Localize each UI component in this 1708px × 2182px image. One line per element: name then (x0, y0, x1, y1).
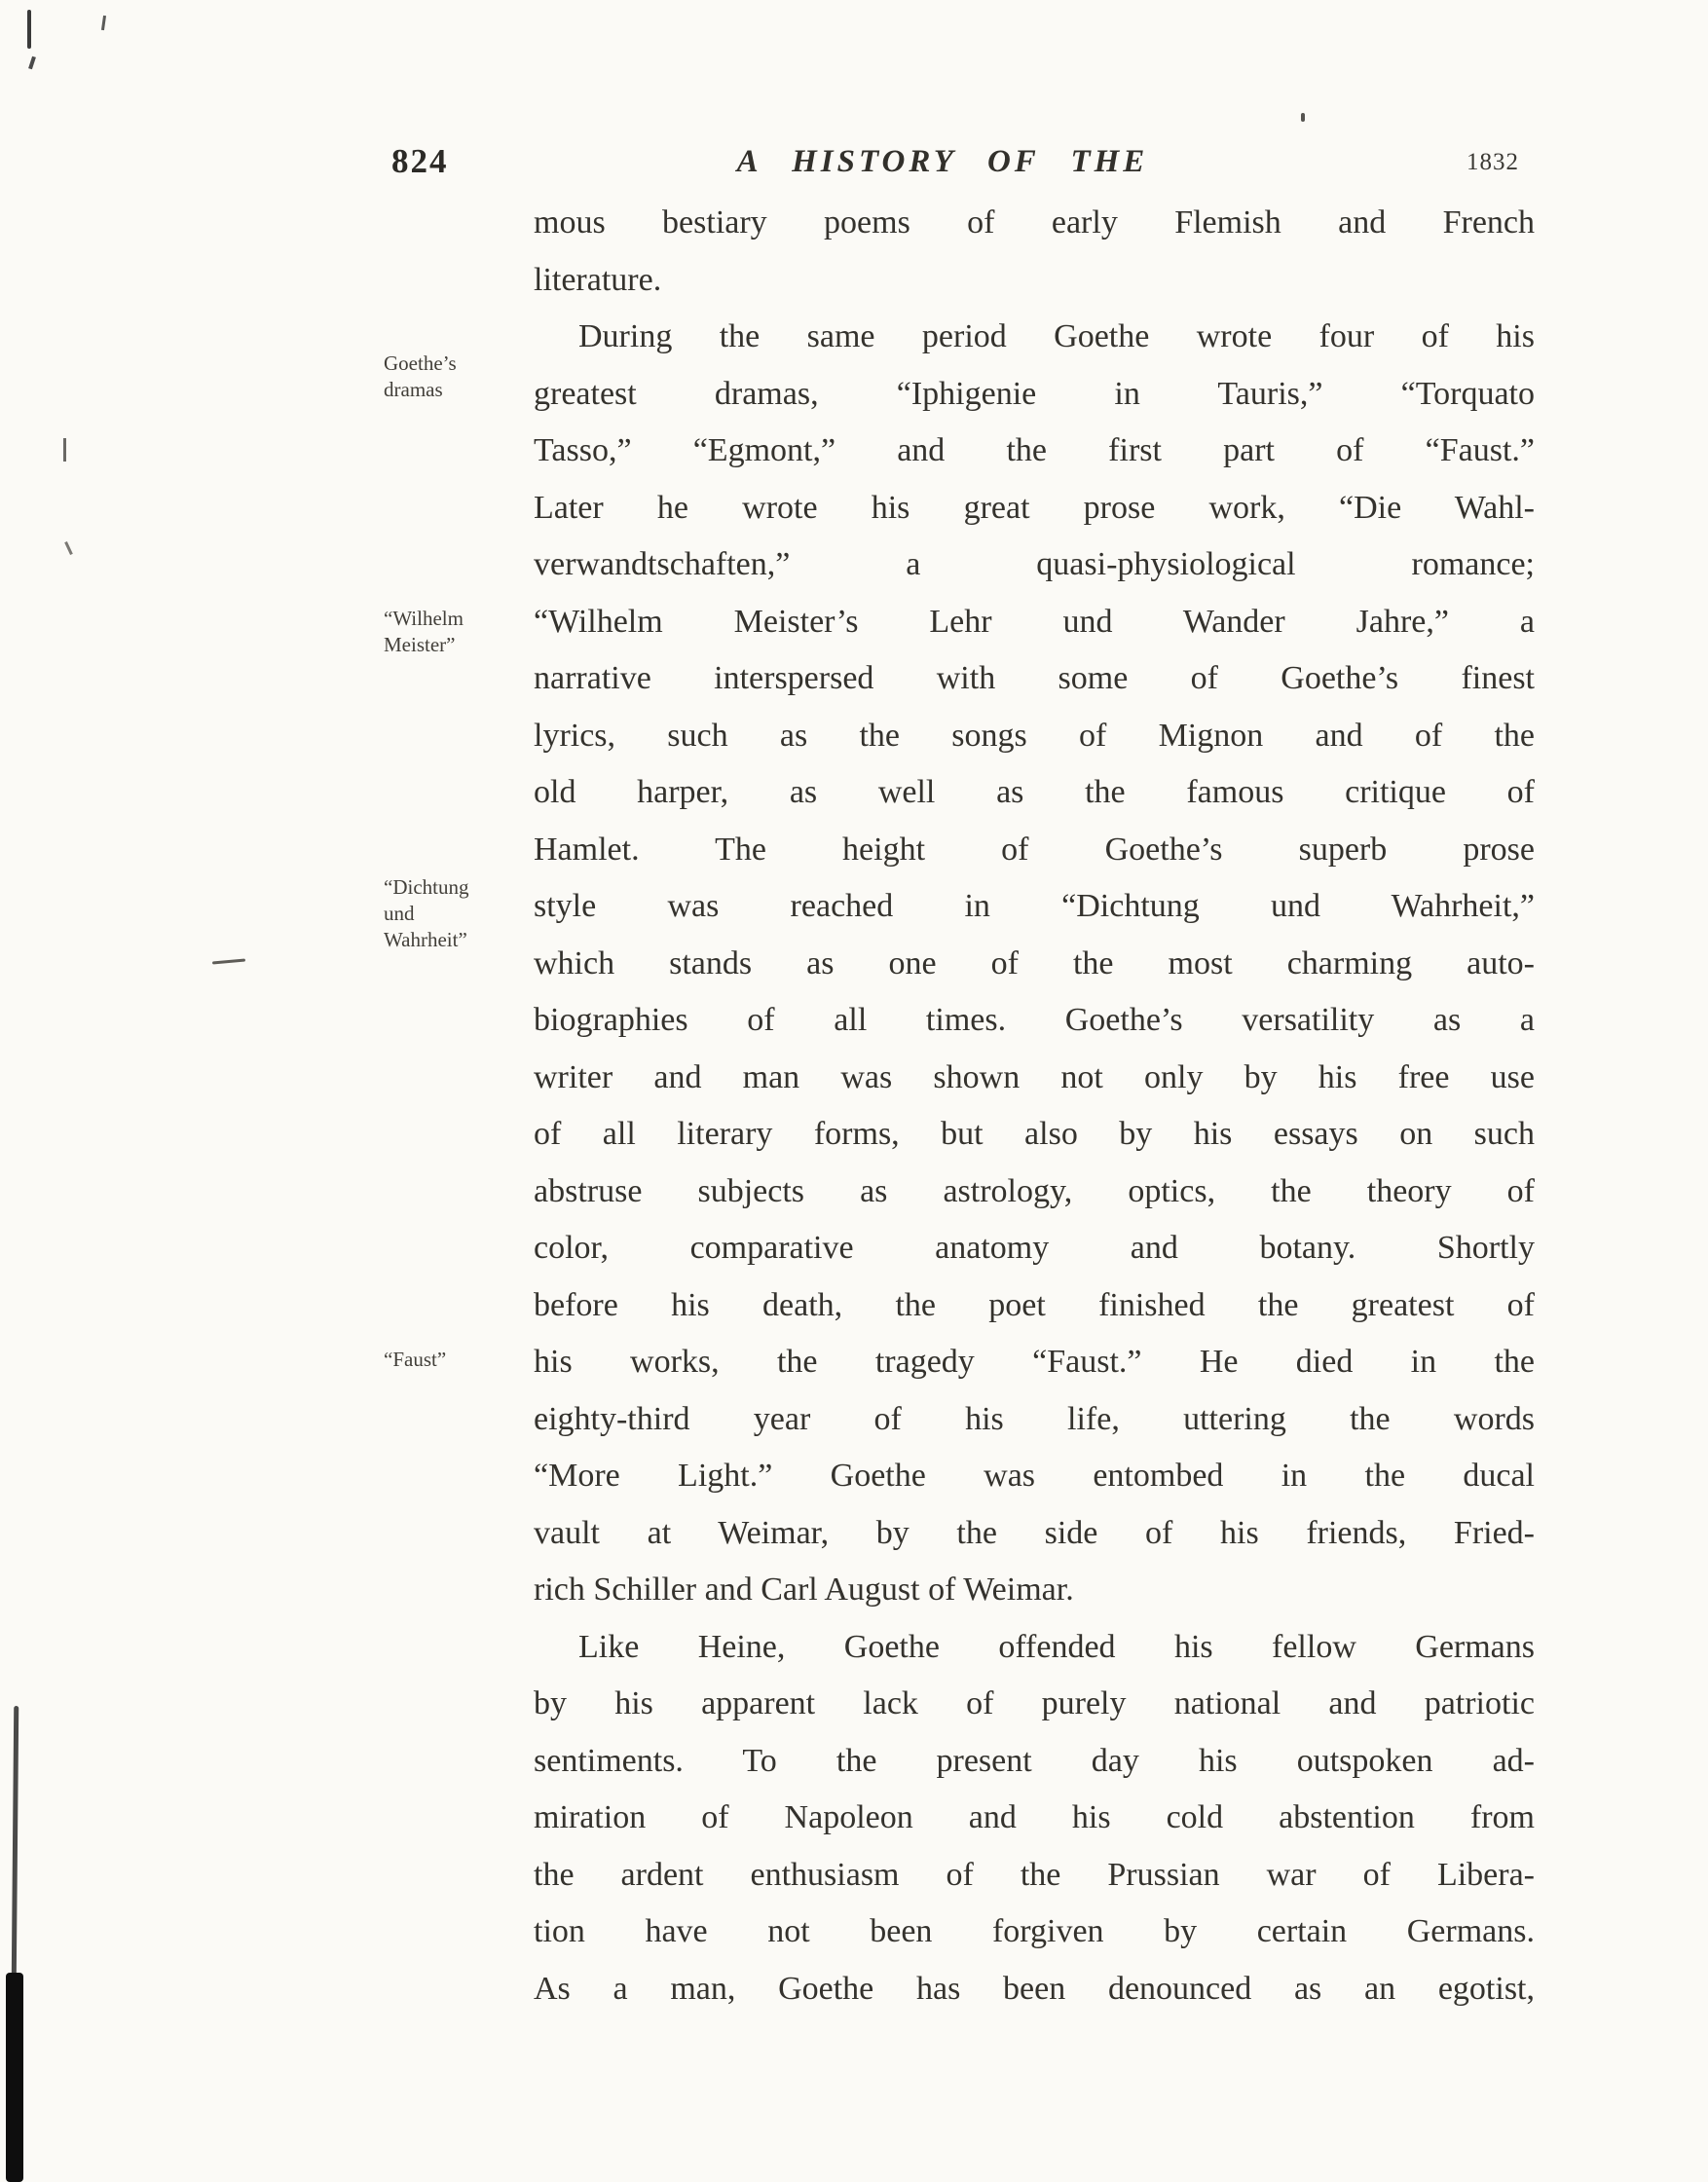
scan-artifact-mark-top2 (28, 56, 36, 70)
text-line: “More Light.” Goethe was entombed in the ducal (534, 1458, 1535, 1494)
text-line: rich Schiller and Carl August of Weimar. (534, 1572, 1074, 1608)
body-text (534, 195, 1535, 2017)
text-line: of all literary forms, but also by his essays on such (534, 1116, 1535, 1152)
text-line: Like Heine, Goethe offended his fellow Germans (578, 1628, 1535, 1665)
text-line: before his death, the poet finished the greatest of (534, 1286, 1535, 1323)
scan-artifact-dash (212, 959, 245, 965)
text-line: Tasso,” “Egmont,” and the first part of “Faust.” (534, 432, 1535, 468)
scan-artifact-mark-mid2 (64, 541, 73, 555)
margin-note-line: “Dichtung (384, 875, 469, 899)
scan-artifact-dot (1301, 113, 1305, 122)
scan-artifact-mark-mid1 (63, 438, 66, 462)
text-line: mous bestiary poems of early Flemish and French (534, 204, 1535, 240)
margin-note-line: und (384, 902, 415, 925)
text-line: the ardent enthusiasm of the Prussian war of Libera- (534, 1856, 1535, 1893)
margin-note-goethes-dramas (384, 351, 538, 403)
margin-note-faust (384, 1347, 538, 1373)
text-line: lyrics, such as the songs of Mignon and of the (534, 717, 1535, 754)
scan-artifact-mark-top (27, 10, 31, 49)
scan-artifact-streak-thin (12, 1706, 19, 1982)
text-line: by his apparent lack of purely national and patriotic (534, 1685, 1535, 1721)
year-marker: 1832 (1467, 149, 1519, 175)
text-line: biographies of all times. Goethe’s versatility as a (534, 1002, 1535, 1038)
margin-note-line: dramas (384, 378, 443, 401)
margin-note-line: Wahrheit” (384, 928, 467, 951)
text-line: Later he wrote his great prose work, “Die Wahl- (534, 489, 1535, 526)
text-line: Hamlet. The height of Goethe’s superb prose (534, 831, 1535, 868)
text-line: verwandtschaften,” a quasi-physiological romance; (534, 546, 1535, 582)
text-line: style was reached in “Dichtung und Wahrheit,” (534, 888, 1535, 924)
margin-note-line: Goethe’s (384, 351, 457, 375)
margin-note-line: “Wilhelm (384, 607, 464, 630)
text-line: old harper, as well as the famous critique of (534, 774, 1535, 810)
page-number: 824 (391, 142, 449, 180)
text-line: tion have not been forgiven by certain Germans. (534, 1913, 1535, 1949)
scan-artifact-tick-top (101, 16, 106, 30)
text-line: which stands as one of the most charming auto- (534, 944, 1535, 981)
text-line: vault at Weimar, by the side of his friends, Fried- (534, 1514, 1535, 1551)
text-line: eighty-third year of his life, uttering the words (534, 1400, 1535, 1437)
text-line: miration of Napoleon and his cold abstention from (534, 1799, 1535, 1835)
text-line: narrative interspersed with some of Goethe’s finest (534, 660, 1535, 696)
text-line: his works, the tragedy “Faust.” He died in the (534, 1344, 1535, 1380)
text-line: During the same period Goethe wrote four of his (578, 318, 1535, 354)
running-head: A HISTORY OF THE (736, 144, 1149, 179)
scan-artifact-streak-thick (6, 1973, 23, 2182)
text-line: literature. (534, 261, 662, 298)
margin-note-dichtung-und-wahrheit (384, 874, 538, 953)
text-line: color, comparative anatomy and botany. Shortly (534, 1230, 1535, 1266)
text-line: writer and man was shown not only by his free use (534, 1058, 1535, 1095)
margin-note-line: Meister” (384, 633, 456, 656)
text-line: “Wilhelm Meister’s Lehr und Wander Jahre,” a (534, 603, 1535, 640)
margin-note-wilhelm-meister (384, 606, 538, 658)
text-line: sentiments. To the present day his outspoken ad- (534, 1742, 1535, 1779)
text-line: As a man, Goethe has been denounced as an egotist, (534, 1970, 1535, 2007)
margin-note-line: “Faust” (384, 1348, 447, 1371)
text-line: abstruse subjects as astrology, optics, the theory of (534, 1172, 1535, 1209)
text-line: greatest dramas, “Iphigenie in Tauris,” “Torquato (534, 375, 1535, 412)
